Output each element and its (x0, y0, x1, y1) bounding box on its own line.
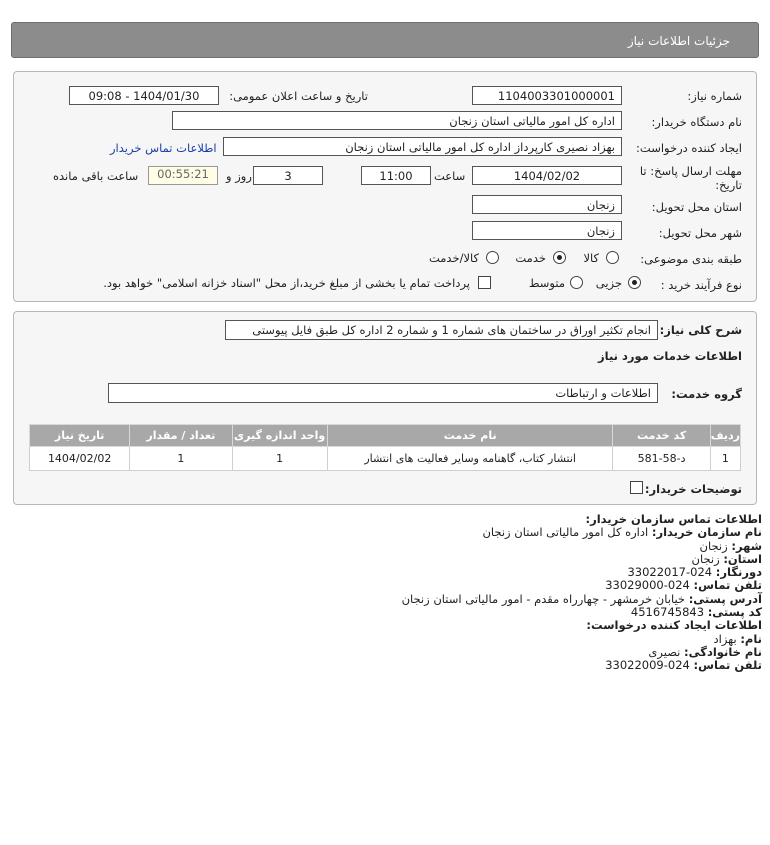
creator-last-name: نام خانوادگی: نصیری (648, 644, 762, 659)
contact-address: آدرس پستی: خیابان خرمشهر - چهارراه مقدم - امور مالیاتی استان زنجان (401, 591, 762, 606)
process-medium-label: متوسط (528, 276, 565, 290)
deadline-time-label: ساعت (434, 169, 466, 183)
treasury-checkbox[interactable] (478, 276, 491, 289)
category-goods-radio[interactable] (606, 251, 619, 264)
category-goods-label: کالا (583, 251, 599, 265)
cell-service-code: د-58-581 (613, 447, 710, 471)
page-header (11, 22, 759, 58)
creator-heading: اطلاعات ایجاد کننده درخواست: (586, 618, 762, 633)
description-label: شرح کلی نیاز: (659, 323, 742, 337)
process-minor-label: جزیی (595, 276, 622, 290)
treasury-note: پرداخت تمام یا بخشی از مبلغ خرید،از محل "اسناد خزانه اسلامی" خواهد بود. (103, 276, 470, 290)
col-row: ردیف (710, 425, 740, 447)
col-unit: واحد اندازه گیری (232, 425, 327, 447)
creator-first-name: نام: بهزاد (713, 631, 762, 646)
city-field[interactable]: زنجان (472, 221, 622, 240)
description-field[interactable]: انجام تکثیر اوراق در ساختمان های شماره 1 و شماره 2 اداره کل طبق فایل پیوستی (225, 320, 658, 340)
cell-unit: 1 (232, 447, 327, 471)
table-row (30, 447, 741, 471)
deadline-date-field[interactable]: 1404/02/02 (472, 166, 622, 185)
service-group-field[interactable]: اطلاعات و ارتباطات (108, 383, 658, 403)
cell-need-date: 1404/02/02 (30, 447, 130, 471)
col-quantity: تعداد / مقدار (130, 425, 232, 447)
days-label: روز و (226, 169, 252, 183)
city-label: شهر محل تحویل: (658, 226, 742, 240)
contact-org: نام سازمان خریدار: اداره کل امور مالیاتی استان زنجان (482, 525, 762, 540)
buyer-notes-checkbox[interactable] (630, 481, 643, 494)
creator-label: ایجاد کننده درخواست: (636, 141, 742, 155)
col-need-date: تاریخ نیاز (30, 425, 130, 447)
description-panel (13, 311, 757, 505)
cell-row: 1 (710, 447, 740, 471)
creator-field[interactable]: بهزاد نصیری کارپرداز اداره کل امور مالیاتی استان زنجان (223, 137, 622, 156)
category-service-radio[interactable] (553, 251, 566, 264)
process-medium-radio[interactable] (570, 276, 583, 289)
deadline-time-field[interactable]: 11:00 (361, 166, 431, 185)
table-header-row (30, 425, 741, 447)
services-heading: اطلاعات خدمات مورد نیاز (598, 349, 742, 363)
process-minor-radio[interactable] (628, 276, 641, 289)
deadline-label: مهلت ارسال پاسخ: تا تاریخ: (639, 164, 742, 192)
buyer-org-field[interactable]: اداره کل امور مالیاتی استان زنجان (172, 111, 622, 130)
service-group-label: گروه خدمت: (671, 387, 742, 401)
days-field[interactable]: 3 (253, 166, 323, 185)
cell-service-name: انتشار کتاب، گاهنامه وسایر فعالیت های انتشار (327, 447, 613, 471)
page-title: جزئیات اطلاعات نیاز (627, 34, 730, 48)
services-table (29, 424, 741, 471)
remaining-timer: 00:55:21 (148, 166, 218, 185)
category-service-label: خدمت (515, 251, 546, 265)
contact-info (402, 513, 762, 673)
category-label: طبقه بندی موضوعی: (640, 252, 742, 266)
process-label: نوع فرآیند خرید : (660, 278, 742, 292)
remaining-label: ساعت باقی مانده (53, 169, 139, 183)
category-goods-service-label: کالا/خدمت (428, 251, 479, 265)
buyer-contact-link[interactable]: اطلاعات تماس خریدار (110, 141, 217, 155)
cell-quantity: 1 (130, 447, 232, 471)
province-field[interactable]: زنجان (472, 195, 622, 214)
creator-phone: تلفن تماس: 024-33022009 (605, 658, 762, 673)
need-number-label: شماره نیاز: (687, 89, 742, 103)
contact-fax: دورنگار: 024-33022017 (627, 565, 762, 580)
col-service-code: کد خدمت (613, 425, 710, 447)
province-label: استان محل تحویل: (651, 200, 742, 214)
announce-field[interactable]: 1404/01/30 - 09:08 (69, 86, 219, 105)
contact-city: شهر: زنجان (699, 538, 762, 553)
contact-province: استان: زنجان (691, 551, 762, 566)
category-goods-service-radio[interactable] (486, 251, 499, 264)
buyer-notes-label: توضیحات خریدار: (644, 482, 742, 496)
contact-phone: تلفن تماس: 024-33029000 (605, 578, 762, 593)
buyer-org-label: نام دستگاه خریدار: (651, 115, 742, 129)
announce-label: تاریخ و ساعت اعلان عمومی: (229, 89, 368, 103)
col-service-name: نام خدمت (327, 425, 613, 447)
contact-postal: کد پستی: 4516745843 (630, 605, 762, 620)
contact-heading: اطلاعات تماس سازمان خریدار: (585, 512, 762, 526)
need-number-field[interactable]: 1104003301000001 (472, 86, 622, 105)
